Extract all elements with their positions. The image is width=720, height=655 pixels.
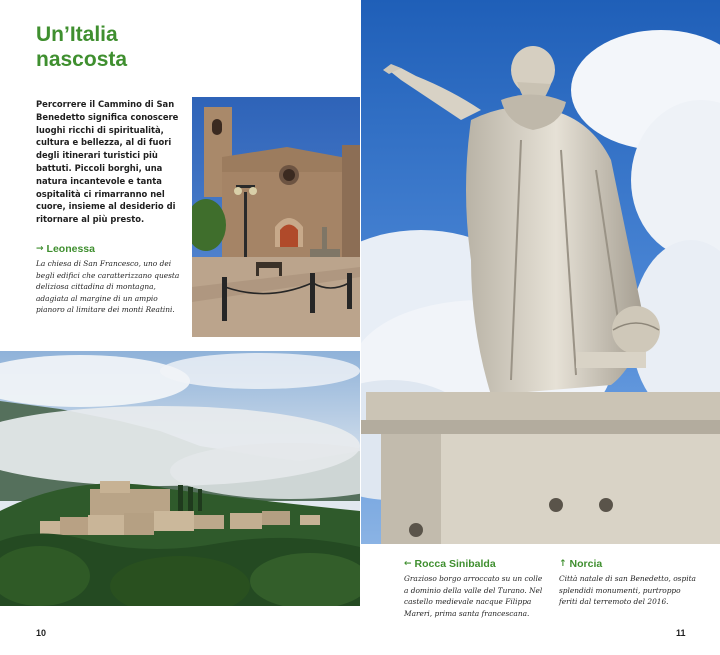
arrow-left-icon: ← <box>404 559 412 569</box>
caption-norcia-text: Città natale di san Benedetto, ospita splendidi monumenti, purtroppo feriti dal terremoto del 2016. <box>559 574 696 607</box>
caption-norcia <box>559 558 699 608</box>
caption-rocca-heading <box>404 558 544 571</box>
rocca-sinibalda-photo <box>0 351 360 606</box>
page-title: Un’Italia nascosta <box>36 23 128 71</box>
caption-leonessa <box>36 243 186 316</box>
leonessa-church-photo <box>192 97 360 337</box>
caption-rocca-sinibalda <box>404 558 544 619</box>
caption-rocca-place: Rocca Sinibalda <box>414 558 496 570</box>
caption-leonessa-heading <box>36 243 186 256</box>
caption-leonessa-text: La chiesa di San Francesco, uno dei begli edifici che caratterizzano questa deliziosa cittadina di montagna, adagiata al margine di un ampio pianoro al limitare dei monti Reatini. <box>36 259 180 315</box>
arrow-right-icon: → <box>36 244 44 254</box>
caption-leonessa-place: Leonessa <box>46 243 95 255</box>
norcia-statue-photo <box>361 0 720 544</box>
intro-paragraph: Percorrere il Cammino di San Benedetto significa conoscere luoghi ricchi di spiritualità, cultura e bellezza, al di fuori degli itinerari turistici più battuti. Piccoli borghi, una natura incantevole e tanta ospitalità ci rimarranno nel cuore, insieme al desiderio di ritornare al più presto. <box>36 99 179 225</box>
page-number-right: 11 <box>676 628 686 638</box>
caption-norcia-place: Norcia <box>569 558 603 570</box>
caption-norcia-heading <box>559 558 699 571</box>
caption-rocca-text: Grazioso borgo arroccato su un colle a dominio della valle del Turano. Nel castello medievale nacque Filippa Mareri, prima santa francescana. <box>404 574 543 618</box>
page-number-left: 10 <box>36 628 47 638</box>
arrow-up-icon: ↑ <box>559 559 567 569</box>
